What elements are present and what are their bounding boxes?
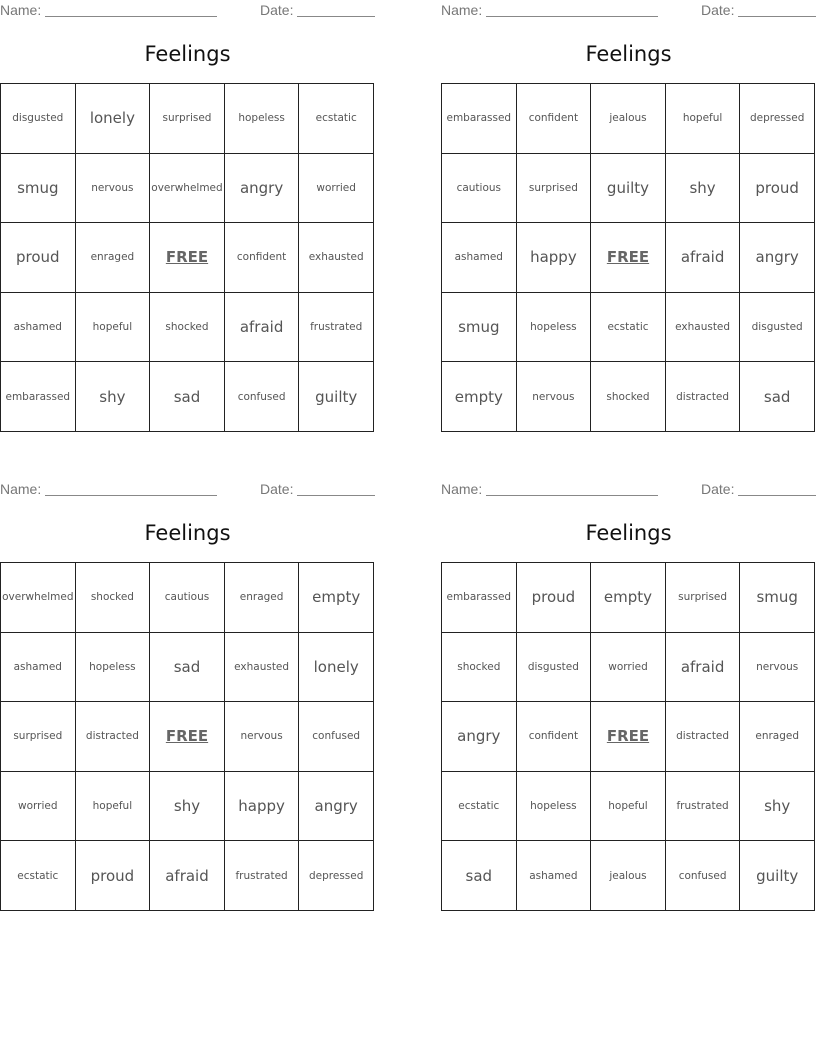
- bingo-cell: afraid: [150, 841, 225, 911]
- bingo-grid: [441, 562, 815, 911]
- bingo-cell: hopeful: [591, 772, 666, 842]
- bingo-cell: proud: [76, 841, 151, 911]
- date-label: Date:: [260, 481, 294, 497]
- bingo-cell: ashamed: [517, 841, 592, 911]
- bingo-cell: afraid: [666, 633, 741, 703]
- name-blank: [45, 16, 217, 17]
- bingo-cell: guilty: [299, 362, 374, 432]
- bingo-cell: confused: [666, 841, 741, 911]
- bingo-cell: hopeful: [76, 772, 151, 842]
- free-space-cell: FREE: [591, 702, 666, 772]
- bingo-cell: hopeful: [76, 293, 151, 363]
- bingo-cell: shy: [740, 772, 815, 842]
- bingo-cell: depressed: [740, 84, 815, 154]
- date-label: Date:: [260, 2, 294, 18]
- bingo-cell: smug: [1, 154, 76, 224]
- bingo-cell: disgusted: [740, 293, 815, 363]
- bingo-cell: ecstatic: [299, 84, 374, 154]
- bingo-card: [0, 479, 375, 910]
- bingo-cell: sad: [150, 362, 225, 432]
- bingo-cell: afraid: [666, 223, 741, 293]
- bingo-cell: nervous: [517, 362, 592, 432]
- bingo-grid: [0, 83, 374, 432]
- date-label: Date:: [701, 2, 735, 18]
- bingo-cell: hopeless: [517, 293, 592, 363]
- bingo-cell: shocked: [442, 633, 517, 703]
- bingo-cell: shocked: [150, 293, 225, 363]
- name-label: Name:: [441, 2, 483, 18]
- bingo-cell: exhausted: [666, 293, 741, 363]
- bingo-cell: sad: [150, 633, 225, 703]
- bingo-cell: disgusted: [1, 84, 76, 154]
- bingo-grid: [441, 83, 815, 432]
- bingo-cell: worried: [591, 633, 666, 703]
- bingo-cell: angry: [225, 154, 300, 224]
- bingo-cell: empty: [299, 563, 374, 633]
- bingo-cell: nervous: [76, 154, 151, 224]
- bingo-cell: nervous: [225, 702, 300, 772]
- bingo-cell: exhausted: [225, 633, 300, 703]
- bingo-cell: hopeless: [76, 633, 151, 703]
- bingo-cell: frustrated: [666, 772, 741, 842]
- bingo-cell: hopeful: [666, 84, 741, 154]
- bingo-cell: ecstatic: [442, 772, 517, 842]
- bingo-cell: empty: [442, 362, 517, 432]
- bingo-cell: ecstatic: [591, 293, 666, 363]
- name-label: Name:: [0, 2, 42, 18]
- bingo-cell: ecstatic: [1, 841, 76, 911]
- date-blank: [297, 495, 375, 496]
- bingo-cell: ashamed: [1, 293, 76, 363]
- bingo-cell: afraid: [225, 293, 300, 363]
- bingo-cell: ashamed: [1, 633, 76, 703]
- bingo-cell: enraged: [76, 223, 151, 293]
- bingo-cell: jealous: [591, 841, 666, 911]
- bingo-cell: proud: [517, 563, 592, 633]
- bingo-cell: empty: [591, 563, 666, 633]
- bingo-cell: surprised: [517, 154, 592, 224]
- bingo-cell: overwhelmed: [1, 563, 76, 633]
- bingo-cell: disgusted: [517, 633, 592, 703]
- card-title: Feelings: [144, 42, 231, 66]
- bingo-cell: hopeless: [225, 84, 300, 154]
- card-title: Feelings: [585, 521, 672, 545]
- bingo-cell: happy: [517, 223, 592, 293]
- bingo-cell: enraged: [740, 702, 815, 772]
- bingo-cell: enraged: [225, 563, 300, 633]
- bingo-cell: angry: [299, 772, 374, 842]
- bingo-cell: nervous: [740, 633, 815, 703]
- name-blank: [486, 495, 658, 496]
- bingo-cell: confused: [299, 702, 374, 772]
- date-blank: [738, 495, 816, 496]
- name-blank: [486, 16, 658, 17]
- bingo-cell: shocked: [76, 563, 151, 633]
- bingo-cell: confident: [225, 223, 300, 293]
- bingo-cell: lonely: [76, 84, 151, 154]
- card-title: Feelings: [585, 42, 672, 66]
- date-label: Date:: [701, 481, 735, 497]
- bingo-cell: confused: [225, 362, 300, 432]
- bingo-card: [0, 0, 375, 431]
- bingo-cell: confident: [517, 702, 592, 772]
- bingo-cell: distracted: [666, 702, 741, 772]
- bingo-cell: cautious: [442, 154, 517, 224]
- bingo-cell: lonely: [299, 633, 374, 703]
- bingo-cell: sad: [442, 841, 517, 911]
- date-blank: [738, 16, 816, 17]
- bingo-cell: surprised: [150, 84, 225, 154]
- bingo-cell: embarassed: [1, 362, 76, 432]
- bingo-cell: angry: [740, 223, 815, 293]
- bingo-cell: distracted: [76, 702, 151, 772]
- bingo-cell: surprised: [666, 563, 741, 633]
- bingo-cell: frustrated: [225, 841, 300, 911]
- free-space-cell: FREE: [150, 702, 225, 772]
- bingo-cell: embarassed: [442, 563, 517, 633]
- card-title: Feelings: [144, 521, 231, 545]
- bingo-cell: jealous: [591, 84, 666, 154]
- bingo-cell: distracted: [666, 362, 741, 432]
- bingo-card: [441, 479, 816, 910]
- date-blank: [297, 16, 375, 17]
- bingo-cell: frustrated: [299, 293, 374, 363]
- bingo-cell: shocked: [591, 362, 666, 432]
- bingo-cell: embarassed: [442, 84, 517, 154]
- bingo-cell: shy: [76, 362, 151, 432]
- free-space-cell: FREE: [150, 223, 225, 293]
- bingo-cell: worried: [299, 154, 374, 224]
- name-blank: [45, 495, 217, 496]
- bingo-cell: proud: [1, 223, 76, 293]
- bingo-cell: sad: [740, 362, 815, 432]
- name-label: Name:: [0, 481, 42, 497]
- bingo-grid: [0, 562, 374, 911]
- bingo-cell: smug: [442, 293, 517, 363]
- bingo-cell: hopeless: [517, 772, 592, 842]
- bingo-cell: smug: [740, 563, 815, 633]
- bingo-card: [441, 0, 816, 431]
- bingo-cell: ashamed: [442, 223, 517, 293]
- bingo-cell: overwhelmed: [150, 154, 225, 224]
- bingo-cell: angry: [442, 702, 517, 772]
- bingo-cell: cautious: [150, 563, 225, 633]
- bingo-cell: exhausted: [299, 223, 374, 293]
- bingo-cell: worried: [1, 772, 76, 842]
- name-label: Name:: [441, 481, 483, 497]
- free-space-cell: FREE: [591, 223, 666, 293]
- bingo-cell: shy: [666, 154, 741, 224]
- bingo-cell: surprised: [1, 702, 76, 772]
- bingo-cell: confident: [517, 84, 592, 154]
- bingo-cell: shy: [150, 772, 225, 842]
- bingo-cell: guilty: [591, 154, 666, 224]
- bingo-cell: proud: [740, 154, 815, 224]
- bingo-cell: guilty: [740, 841, 815, 911]
- bingo-cell: happy: [225, 772, 300, 842]
- bingo-cell: depressed: [299, 841, 374, 911]
